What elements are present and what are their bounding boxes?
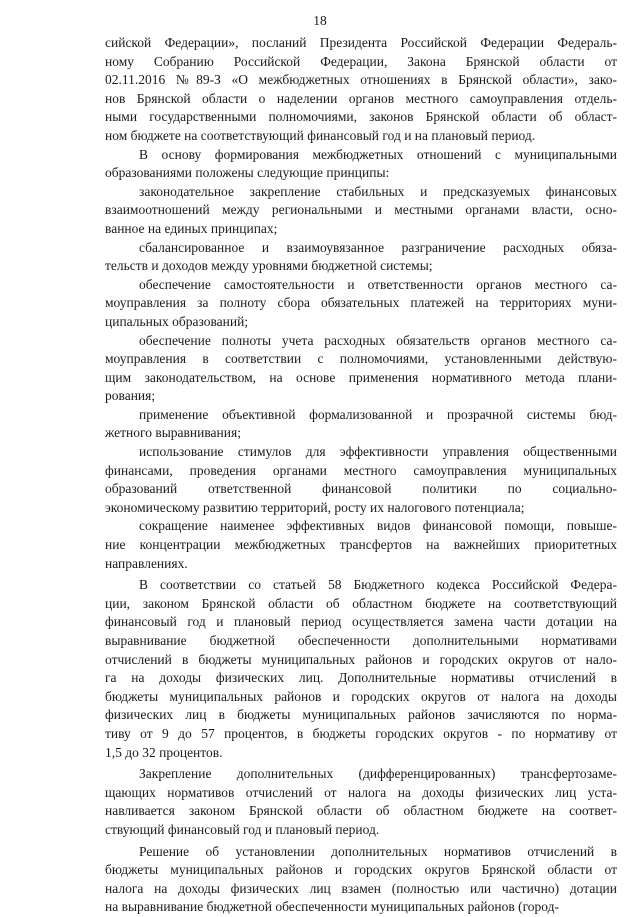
text-line: обеспечение полноты учета расходных обязательств органов местного са-	[139, 332, 617, 348]
text-line: моуправления в соответствии с полномочиями, установленными действую-	[105, 351, 617, 367]
text-line: навливается законом Брянской области об областном бюджете на соответ-	[105, 803, 617, 819]
text-line: ципальных образований;	[105, 313, 249, 329]
paragraph	[105, 239, 617, 276]
text-line: экономическому развитию территорий, росту их налогового потенциала;	[105, 499, 525, 515]
paragraph	[105, 34, 617, 146]
text-line: ние концентрации межбюджетных трансфертов на важнейших приоритетных	[105, 537, 617, 553]
text-line: взаимоотношений между региональными и местными органами власти, осно-	[105, 202, 617, 218]
text-line: моуправления за полноту сбора обязательных платежей на территориях муни-	[105, 295, 617, 311]
paragraph	[105, 576, 617, 762]
text-line: бюджеты муниципальных районов и городских округов от налога на доходы	[105, 688, 617, 704]
text-line: ном бюджете на соответствующий финансовый год и на плановый период.	[105, 127, 536, 143]
text-line: налога на доходы физических лиц взамен (полностью или частично) дотации	[105, 880, 617, 896]
text-line: Решение об установлении дополнительных нормативов отчислений в	[139, 843, 617, 859]
text-line: В соответствии со статьей 58 Бюджетного кодекса Российской Федера-	[139, 577, 617, 593]
text-line: тельств и доходов между уровнями бюджетной системы;	[105, 258, 433, 274]
text-line: бюджеты муниципальных районов и городских округов Брянской области от	[105, 862, 617, 878]
text-line: финансами, проведения органами местного самоуправления муниципальных	[105, 462, 617, 478]
text-line: обеспечение самостоятельности и ответственности органов местного са-	[139, 276, 617, 292]
text-line: образованиями положены следующие принципы:	[105, 165, 390, 181]
paragraph	[105, 843, 617, 917]
text-line: выравнивание бюджетной обеспеченности дополнительными нормативами	[105, 633, 617, 648]
text-line: рования;	[105, 388, 156, 404]
paragraph	[105, 765, 617, 839]
text-line: финансовый год и плановый период осуществляется замена части дотации на	[105, 614, 617, 630]
paragraph	[105, 406, 617, 443]
text-line: Закрепление дополнительных (дифференцированных) трансфертозаме-	[139, 766, 617, 782]
text-line: 02.11.2016 №89-З «О межбюджетных отношениях в Брянской области», зако-	[105, 72, 617, 88]
paragraph	[105, 146, 617, 183]
text-line: жетного выравнивания;	[105, 425, 241, 441]
text-line: В основу формирования межбюджетных отношений с муниципальными	[139, 146, 617, 162]
paragraph	[105, 517, 617, 573]
text-line: направлениях.	[105, 555, 188, 571]
text-line: ствующий финансовый год и плановый период.	[105, 821, 380, 837]
text-line: использование стимулов для эффективности управления общественными	[139, 444, 617, 460]
page-number: 18	[313, 13, 327, 28]
body-text	[105, 34, 617, 917]
text-line: щим законодательством, на основе применения нормативного метода плани-	[105, 369, 617, 385]
text-line: законодательное закрепление стабильных и предсказуемых финансовых	[139, 183, 617, 199]
text-line: щающих нормативов отчислений от налога на доходы физических лиц уста-	[105, 784, 617, 800]
text-line: сбалансированное и взаимоувязанное разграничение расходных обяза-	[139, 239, 617, 255]
text-line: тиву от 9 до 57 процентов, в бюджеты городских округов - по нормативу от	[105, 725, 617, 741]
text-line: на выравнивание бюджетной обеспеченности муниципальных районов (город-	[105, 899, 560, 915]
paragraph	[105, 276, 617, 332]
text-line: ному Собранию Российской Федерации, Закона Брянской области от	[105, 53, 617, 69]
text-line: образований ответственной финансовой политики по социально-	[105, 481, 617, 497]
text-line: ции, законом Брянской области об областном бюджете на соответствующий	[105, 595, 617, 611]
text-line: га на доходы физических лиц. Дополнительные нормативы отчислений в	[105, 670, 617, 686]
text-line: сокращение наименее эффективных видов финансовой помощи, повыше-	[139, 518, 617, 534]
paragraph	[105, 332, 617, 406]
paragraph	[105, 183, 617, 239]
text-line: отчислений в бюджеты муниципальных районов и городских округов от нало-	[105, 651, 617, 667]
paragraph	[105, 443, 617, 517]
text-line: сийской Федерации», посланий Президента Российской Федерации Федераль-	[105, 35, 617, 50]
text-line: нов Брянской области о наделении органов местного самоуправления отдель-	[105, 90, 617, 106]
text-line: физических лиц в бюджеты муниципальных районов зачисляются по норма-	[105, 707, 617, 723]
text-line: ными государственными полномочиями, законов Брянской области об област-	[105, 109, 617, 125]
text-line: ванное на единых принципах;	[105, 220, 278, 236]
text-line: 1,5 до 32 процентов.	[105, 744, 223, 760]
text-line: применение объективной формализованной и прозрачной системы бюд-	[139, 406, 617, 422]
